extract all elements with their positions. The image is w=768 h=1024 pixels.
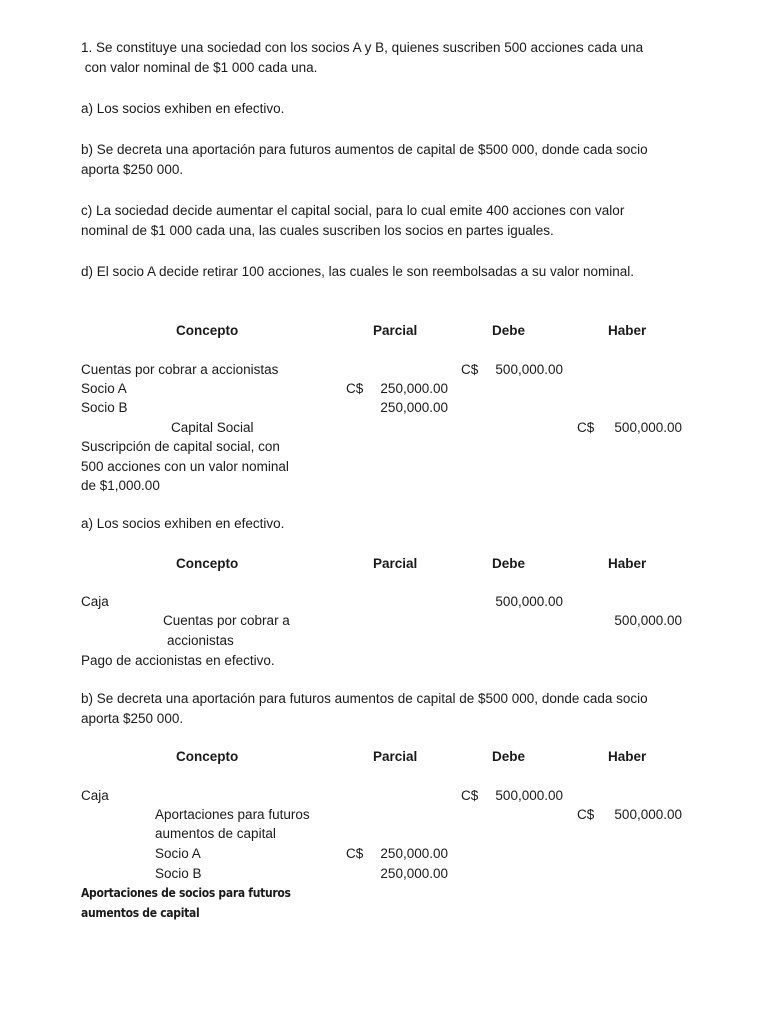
- statement-a: a) Los socios exhiben en efectivo.: [81, 101, 285, 116]
- entry3-sub2-amount: 250,000.00: [380, 866, 448, 881]
- header-debe: Debe: [492, 556, 526, 571]
- section-b-line1: b) Se decreta una aportación para futuros aumentos de capital de $500 000, donde cada socio: [81, 691, 648, 706]
- entry3-haber-amount: 500,000.00: [614, 807, 682, 822]
- statement-1: [81, 38, 681, 78]
- header-parcial: Parcial: [373, 556, 418, 571]
- statement-b-line1: b) Se decreta una aportación para futuros aumentos de capital de $500 000, donde cada socio: [81, 142, 648, 157]
- entry1-sub1: Socio A: [81, 381, 127, 396]
- statement-d: d) El socio A decide retirar 100 acciones, las cuales le son reembolsadas a su valor nominal.: [81, 264, 635, 279]
- entry1-sub1-amount: 250,000.00: [380, 381, 448, 396]
- entry3-sub1-currency: C$: [346, 846, 364, 861]
- entry3-desc-line2: aumentos de capital: [81, 906, 200, 920]
- entry1-debe-amount: 500,000.00: [495, 362, 563, 377]
- header-concepto: Concepto: [176, 749, 239, 764]
- entry1-desc-line1: Suscripción de capital social, con: [81, 439, 280, 454]
- entry1-debe-currency: C$: [461, 362, 479, 377]
- entry1-haber-amount: 500,000.00: [614, 420, 682, 435]
- entry1-desc-line2: 500 acciones con un valor nominal: [81, 459, 289, 474]
- statement-c: [81, 201, 681, 241]
- entry2-credit-line1: Cuentas por cobrar a: [163, 613, 290, 628]
- entry2-credit-line2: accionistas: [167, 633, 234, 648]
- entry2-debit-account: Caja: [81, 594, 109, 609]
- statement-c-line2: nominal de $1 000 cada una, las cuales suscriben los socios en partes iguales.: [81, 223, 554, 238]
- entry3-debe-currency: C$: [461, 788, 479, 803]
- entry1-debit-account: Cuentas por cobrar a accionistas: [81, 362, 279, 377]
- statement-b-line2: aporta $250 000.: [81, 162, 184, 177]
- entry1-desc-line3: de $1,000.00: [81, 478, 160, 493]
- entry1-sub2-amount: 250,000.00: [380, 400, 448, 415]
- header-parcial: Parcial: [373, 749, 418, 764]
- entry1-sub2: Socio B: [81, 400, 128, 415]
- entry2-haber-amount: 500,000.00: [614, 613, 682, 628]
- entry3-haber-currency: C$: [577, 807, 595, 822]
- header-haber: Haber: [608, 323, 647, 338]
- entry2-debe-amount: 500,000.00: [495, 594, 563, 609]
- entry1-credit-account: Capital Social: [171, 420, 254, 435]
- section-b-line2: aporta $250 000.: [81, 711, 184, 726]
- section-a-title: a) Los socios exhiben en efectivo.: [81, 516, 285, 531]
- header-debe: Debe: [492, 749, 526, 764]
- statement-c-line1: c) La sociedad decide aumentar el capital social, para lo cual emite 400 acciones con valor: [81, 203, 625, 218]
- entry1-sub1-currency: C$: [346, 381, 364, 396]
- entry3-sub1-amount: 250,000.00: [380, 846, 448, 861]
- entry3-credit-line1: Aportaciones para futuros: [155, 807, 310, 822]
- header-haber: Haber: [608, 556, 647, 571]
- statement-1-line1: 1. Se constituye una sociedad con los socios A y B, quienes suscriben 500 acciones cada una: [81, 40, 644, 55]
- entry3-credit-line2: aumentos de capital: [155, 826, 276, 841]
- statement-1-line2: con valor nominal de $1 000 cada una.: [81, 60, 318, 75]
- header-haber: Haber: [608, 749, 647, 764]
- entry3-debe-amount: 500,000.00: [495, 788, 563, 803]
- header-parcial: Parcial: [373, 323, 418, 338]
- header-concepto: Concepto: [176, 556, 239, 571]
- entry1-haber-currency: C$: [577, 420, 595, 435]
- entry3-desc-line1: Aportaciones de socios para futuros: [81, 886, 291, 900]
- entry3-sub2: Socio B: [155, 866, 202, 881]
- entry3-sub1: Socio A: [155, 846, 201, 861]
- entry2-desc: Pago de accionistas en efectivo.: [81, 653, 275, 668]
- header-concepto: Concepto: [176, 323, 239, 338]
- header-debe: Debe: [492, 323, 526, 338]
- entry3-debit-account: Caja: [81, 788, 109, 803]
- statement-b: [81, 140, 681, 180]
